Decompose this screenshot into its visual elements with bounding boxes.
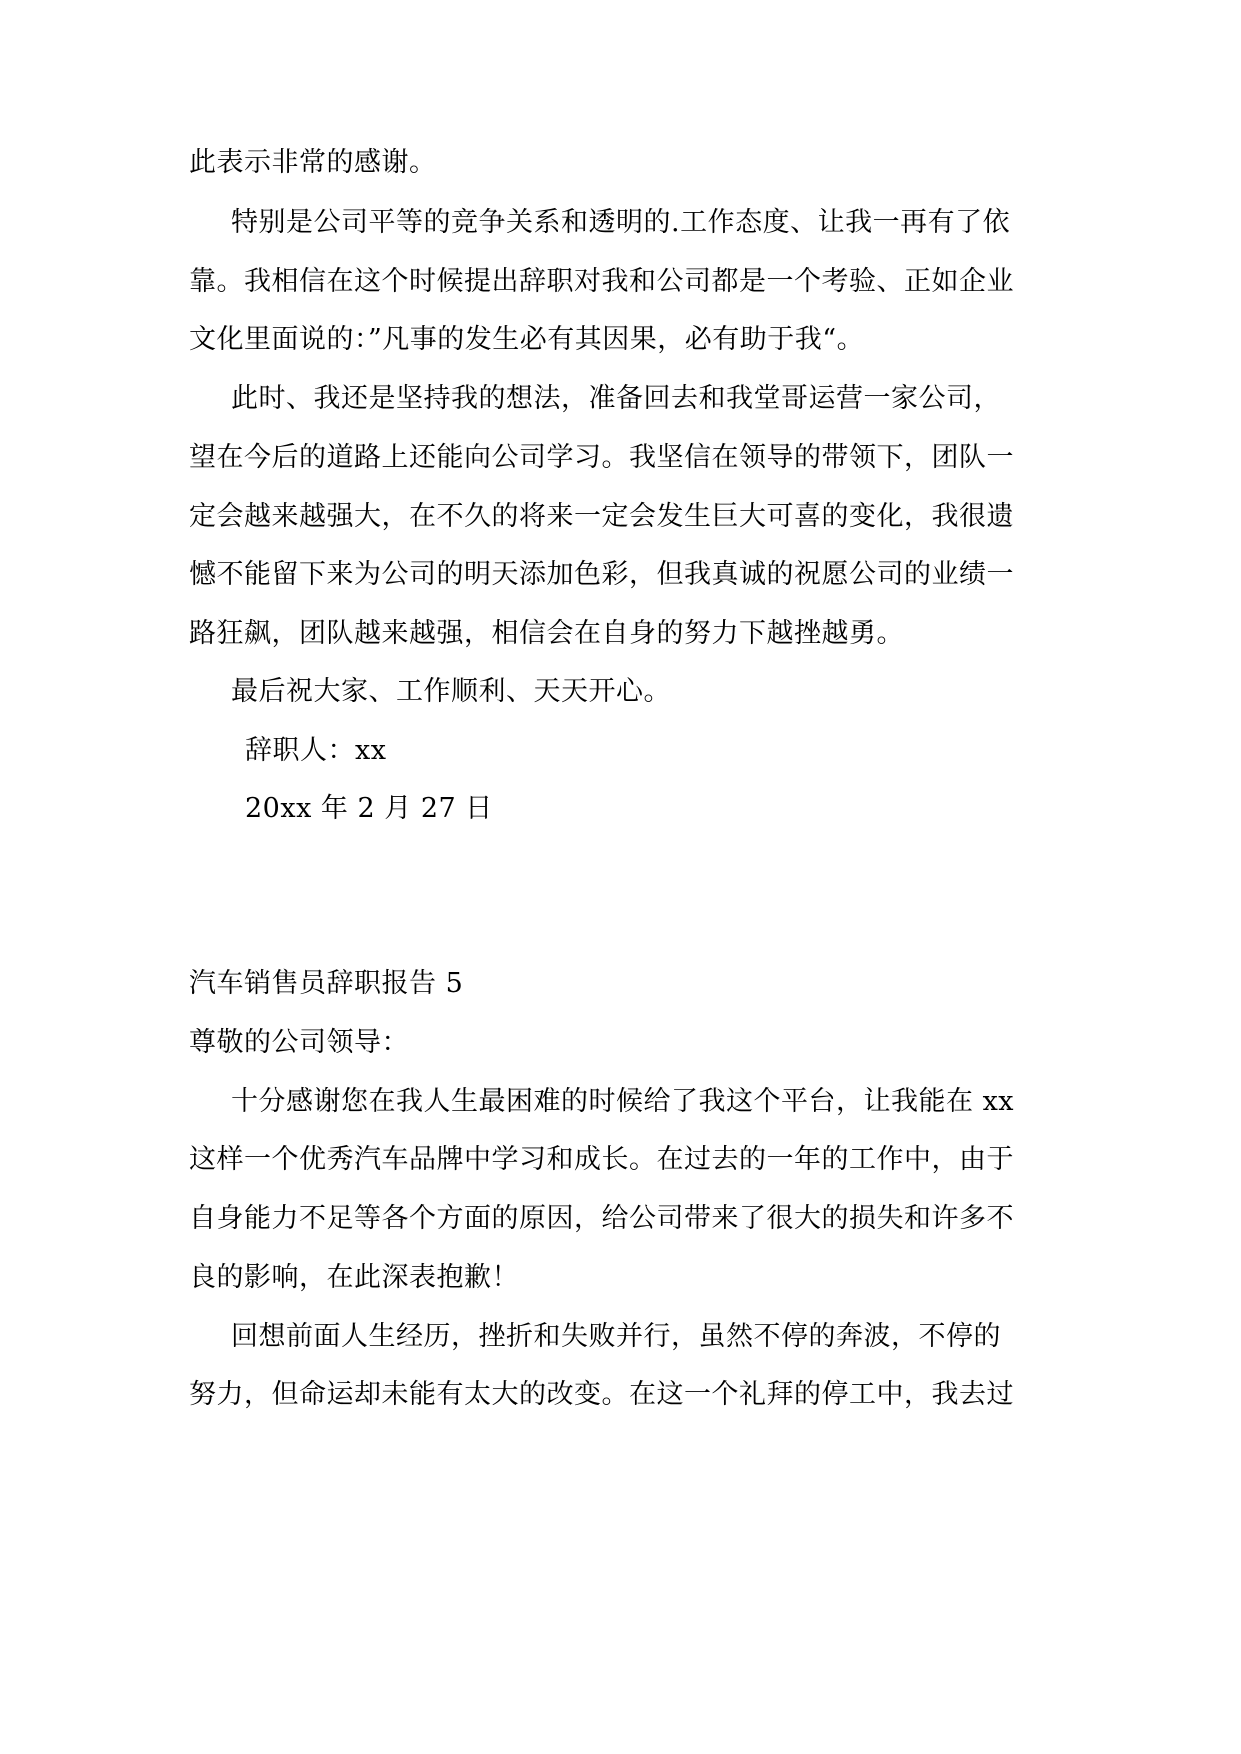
paragraph-line: 这样一个优秀汽车品牌中学习和成长。在过去的一年的工作中，由于 bbox=[189, 1144, 1014, 1175]
signature-name: 辞职人：xx bbox=[245, 735, 387, 766]
paragraph-line: 良的影响，在此深表抱歉！ bbox=[189, 1262, 519, 1293]
paragraph-line: 憾不能留下来为公司的明天添加色彩，但我真诚的祝愿公司的业绩一 bbox=[189, 559, 1014, 590]
paragraph-line: 文化里面说的：”凡事的发生必有其因果，必有助于我“。 bbox=[189, 324, 865, 355]
paragraph-line: 最后祝大家、工作顺利、天天开心。 bbox=[231, 676, 671, 707]
signature-date: 20xx 年 2 月 27 日 bbox=[245, 793, 493, 824]
paragraph-line: 回想前面人生经历，挫折和失败并行，虽然不停的奔波，不停的 bbox=[231, 1321, 1001, 1352]
paragraph-line: 靠。我相信在这个时候提出辞职对我和公司都是一个考验、正如企业 bbox=[189, 266, 1014, 297]
paragraph-line: 望在今后的道路上还能向公司学习。我坚信在领导的带领下，团队一 bbox=[189, 442, 1014, 473]
document-title: 汽车销售员辞职报告 5 bbox=[189, 968, 464, 999]
paragraph-line: 定会越来越强大，在不久的将来一定会发生巨大可喜的变化，我很遗 bbox=[189, 501, 1014, 532]
paragraph-line: 此表示非常的感谢。 bbox=[189, 147, 437, 178]
paragraph-line: 特别是公司平等的竞争关系和透明的.工作态度、让我一再有了依 bbox=[231, 207, 1011, 238]
paragraph-line: 自身能力不足等各个方面的原因，给公司带来了很大的损失和许多不 bbox=[189, 1203, 1014, 1234]
salutation: 尊敬的公司领导： bbox=[189, 1027, 409, 1058]
paragraph-line: 此时、我还是坚持我的想法，准备回去和我堂哥运营一家公司， bbox=[231, 383, 1001, 414]
paragraph-line: 努力，但命运却未能有太大的改变。在这一个礼拜的停工中，我去过 bbox=[189, 1379, 1014, 1410]
paragraph-line: 路狂飙，团队越来越强，相信会在自身的努力下越挫越勇。 bbox=[189, 618, 904, 649]
paragraph-line: 十分感谢您在我人生最困难的时候给了我这个平台，让我能在 xx bbox=[231, 1086, 1015, 1117]
